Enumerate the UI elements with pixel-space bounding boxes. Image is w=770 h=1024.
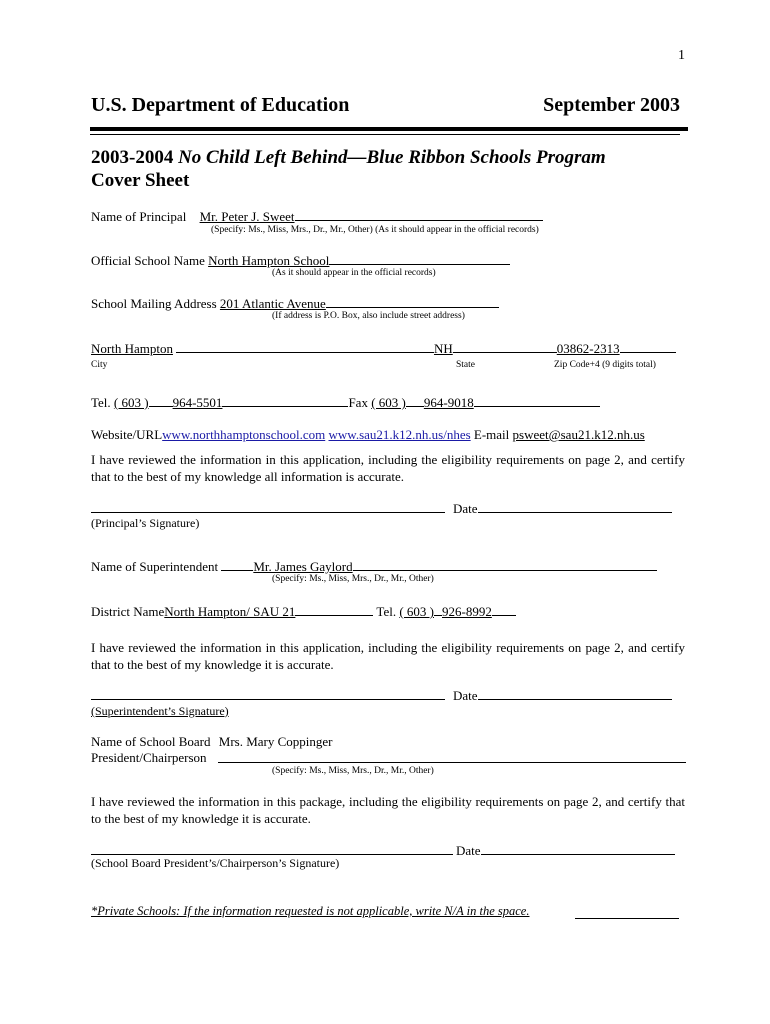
- superintendent-date-label: Date: [453, 688, 478, 703]
- header-rule-thin: [90, 134, 680, 135]
- principal-date-field[interactable]: [478, 500, 672, 513]
- school-name-field[interactable]: North Hampton School: [208, 253, 330, 268]
- principal-name-field[interactable]: Mr. Peter J. Sweet: [199, 209, 295, 224]
- page-number: 1: [678, 48, 685, 63]
- tel-area-field[interactable]: ( 603 ): [113, 395, 149, 410]
- principal-certification: I have reviewed the information in this application, including the eligibility requirements on page 2, and certify that to the best of my knowledge all information is accurate.: [91, 452, 685, 484]
- superintendent-certification: I have reviewed the information in this application, including the eligibility requirements on page 2, and certify that to the best of my knowledge it is accurate.: [91, 640, 685, 672]
- principal-date-label: Date: [453, 501, 478, 516]
- fax-underline: [474, 394, 600, 407]
- principal-signature-line[interactable]: [91, 512, 445, 513]
- superintendent-date-row: [453, 687, 672, 704]
- tel-number-field[interactable]: 964-5501: [172, 395, 223, 410]
- board-note: (Specify: Ms., Miss, Mrs., Dr., Mr., Other): [272, 766, 434, 776]
- district-name-field[interactable]: North Hampton/ SAU 21: [164, 604, 296, 619]
- board-date-row: [456, 842, 675, 859]
- tel-label: Tel.: [91, 395, 114, 410]
- website-link-1[interactable]: www.northhamptonschool.com: [162, 427, 326, 442]
- email-field[interactable]: psweet@sau21.k12.nh.us: [512, 427, 645, 442]
- zip-field[interactable]: 03862-2313: [556, 341, 620, 356]
- superintendent-underline: [353, 558, 657, 571]
- superintendent-label: Name of Superintendent: [91, 559, 222, 574]
- fax-label: Fax: [348, 395, 372, 410]
- board-name-field[interactable]: Mrs. Mary Coppinger: [218, 734, 333, 749]
- address-row: [91, 295, 499, 312]
- superintendent-name-field[interactable]: Mr. James Gaylord: [253, 559, 353, 574]
- fax-gap: [406, 394, 424, 407]
- page-title: [91, 146, 606, 192]
- principal-note: (Specify: Ms., Miss, Mrs., Dr., Mr., Other) (As it should appear in the official records): [211, 225, 539, 235]
- zip-label: Zip Code+4 (9 digits total): [554, 360, 656, 370]
- board-row: [91, 734, 333, 750]
- principal-underline: [295, 208, 543, 221]
- city-underline: [176, 340, 434, 353]
- city-label: City: [91, 360, 108, 370]
- district-row: [91, 603, 516, 620]
- district-tel-label: Tel.: [373, 604, 400, 619]
- address-underline: [326, 295, 499, 308]
- board-label-line2: President/Chairperson: [91, 750, 207, 765]
- principal-row: [91, 208, 543, 225]
- board-row-2: [91, 750, 207, 766]
- board-date-label: Date: [456, 843, 481, 858]
- header-date: September 2003: [543, 94, 680, 116]
- school-name-row: [91, 252, 510, 269]
- school-name-note: (As it should appear in the official records): [272, 268, 436, 278]
- address-field[interactable]: 201 Atlantic Avenue: [219, 296, 326, 311]
- state-label: State: [456, 360, 475, 370]
- state-field[interactable]: NH: [433, 341, 453, 356]
- district-tel-number-field[interactable]: 926-8992: [442, 604, 492, 619]
- department-name: U.S. Department of Education: [91, 94, 350, 116]
- state-underline: [453, 340, 557, 353]
- superintendent-note: (Specify: Ms., Miss, Mrs., Dr., Mr., Other): [272, 574, 434, 584]
- title-program: No Child Left Behind—Blue Ribbon Schools Program: [178, 147, 606, 168]
- superintendent-signature-label: (Superintendent’s Signature): [91, 704, 229, 718]
- footnote-underline: [575, 918, 679, 919]
- web-row: [91, 427, 645, 443]
- principal-label: Name of Principal: [91, 209, 187, 224]
- board-signature-label: (School Board President’s/Chairperson’s Signature): [91, 856, 340, 870]
- title-cover-sheet: Cover Sheet: [91, 170, 190, 191]
- school-name-underline: [329, 252, 510, 265]
- school-name-label: Official School Name: [91, 253, 209, 268]
- superintendent-gap: [221, 558, 253, 571]
- board-label-line1: Name of School Board: [91, 734, 211, 749]
- district-underline: [295, 603, 373, 616]
- district-label: District Name: [91, 604, 165, 619]
- board-certification: I have reviewed the information in this package, including the eligibility requirements on page 2, and certify that to the best of my knowledge it is accurate.: [91, 794, 685, 826]
- district-tel-gap: [434, 603, 442, 616]
- principal-date-row: [453, 500, 672, 517]
- principal-signature-label: (Principal’s Signature): [91, 516, 200, 530]
- website-link-2[interactable]: www.sau21.k12.nh.us/nhes: [328, 427, 471, 442]
- district-tel-underline: [492, 603, 516, 616]
- address-label: School Mailing Address: [91, 296, 220, 311]
- board-name-underline: [218, 762, 686, 763]
- website-label: Website/URL: [91, 427, 163, 442]
- fax-area-field[interactable]: ( 603 ): [371, 395, 406, 410]
- superintendent-signature-line[interactable]: [91, 699, 445, 700]
- district-tel-area-field[interactable]: ( 603 ): [399, 604, 434, 619]
- superintendent-row: [91, 558, 657, 575]
- address-note: (If address is P.O. Box, also include street address): [272, 311, 465, 321]
- tel-gap: [149, 394, 173, 407]
- board-date-field[interactable]: [481, 842, 675, 855]
- superintendent-date-field[interactable]: [478, 687, 672, 700]
- private-schools-footnote: *Private Schools: If the information requested is not applicable, write N/A in the space.: [91, 904, 530, 918]
- phone-row: [91, 394, 600, 411]
- zip-underline: [620, 340, 676, 353]
- document-header: [91, 94, 680, 117]
- board-signature-line[interactable]: [91, 854, 453, 855]
- fax-number-field[interactable]: 964-9018: [423, 395, 474, 410]
- email-label: E-mail: [470, 427, 513, 442]
- city-state-zip-row: [91, 340, 676, 357]
- title-years: 2003-2004: [91, 147, 179, 168]
- tel-underline: [222, 394, 348, 407]
- header-rule-thick: [90, 127, 688, 131]
- city-field[interactable]: North Hampton: [91, 341, 173, 356]
